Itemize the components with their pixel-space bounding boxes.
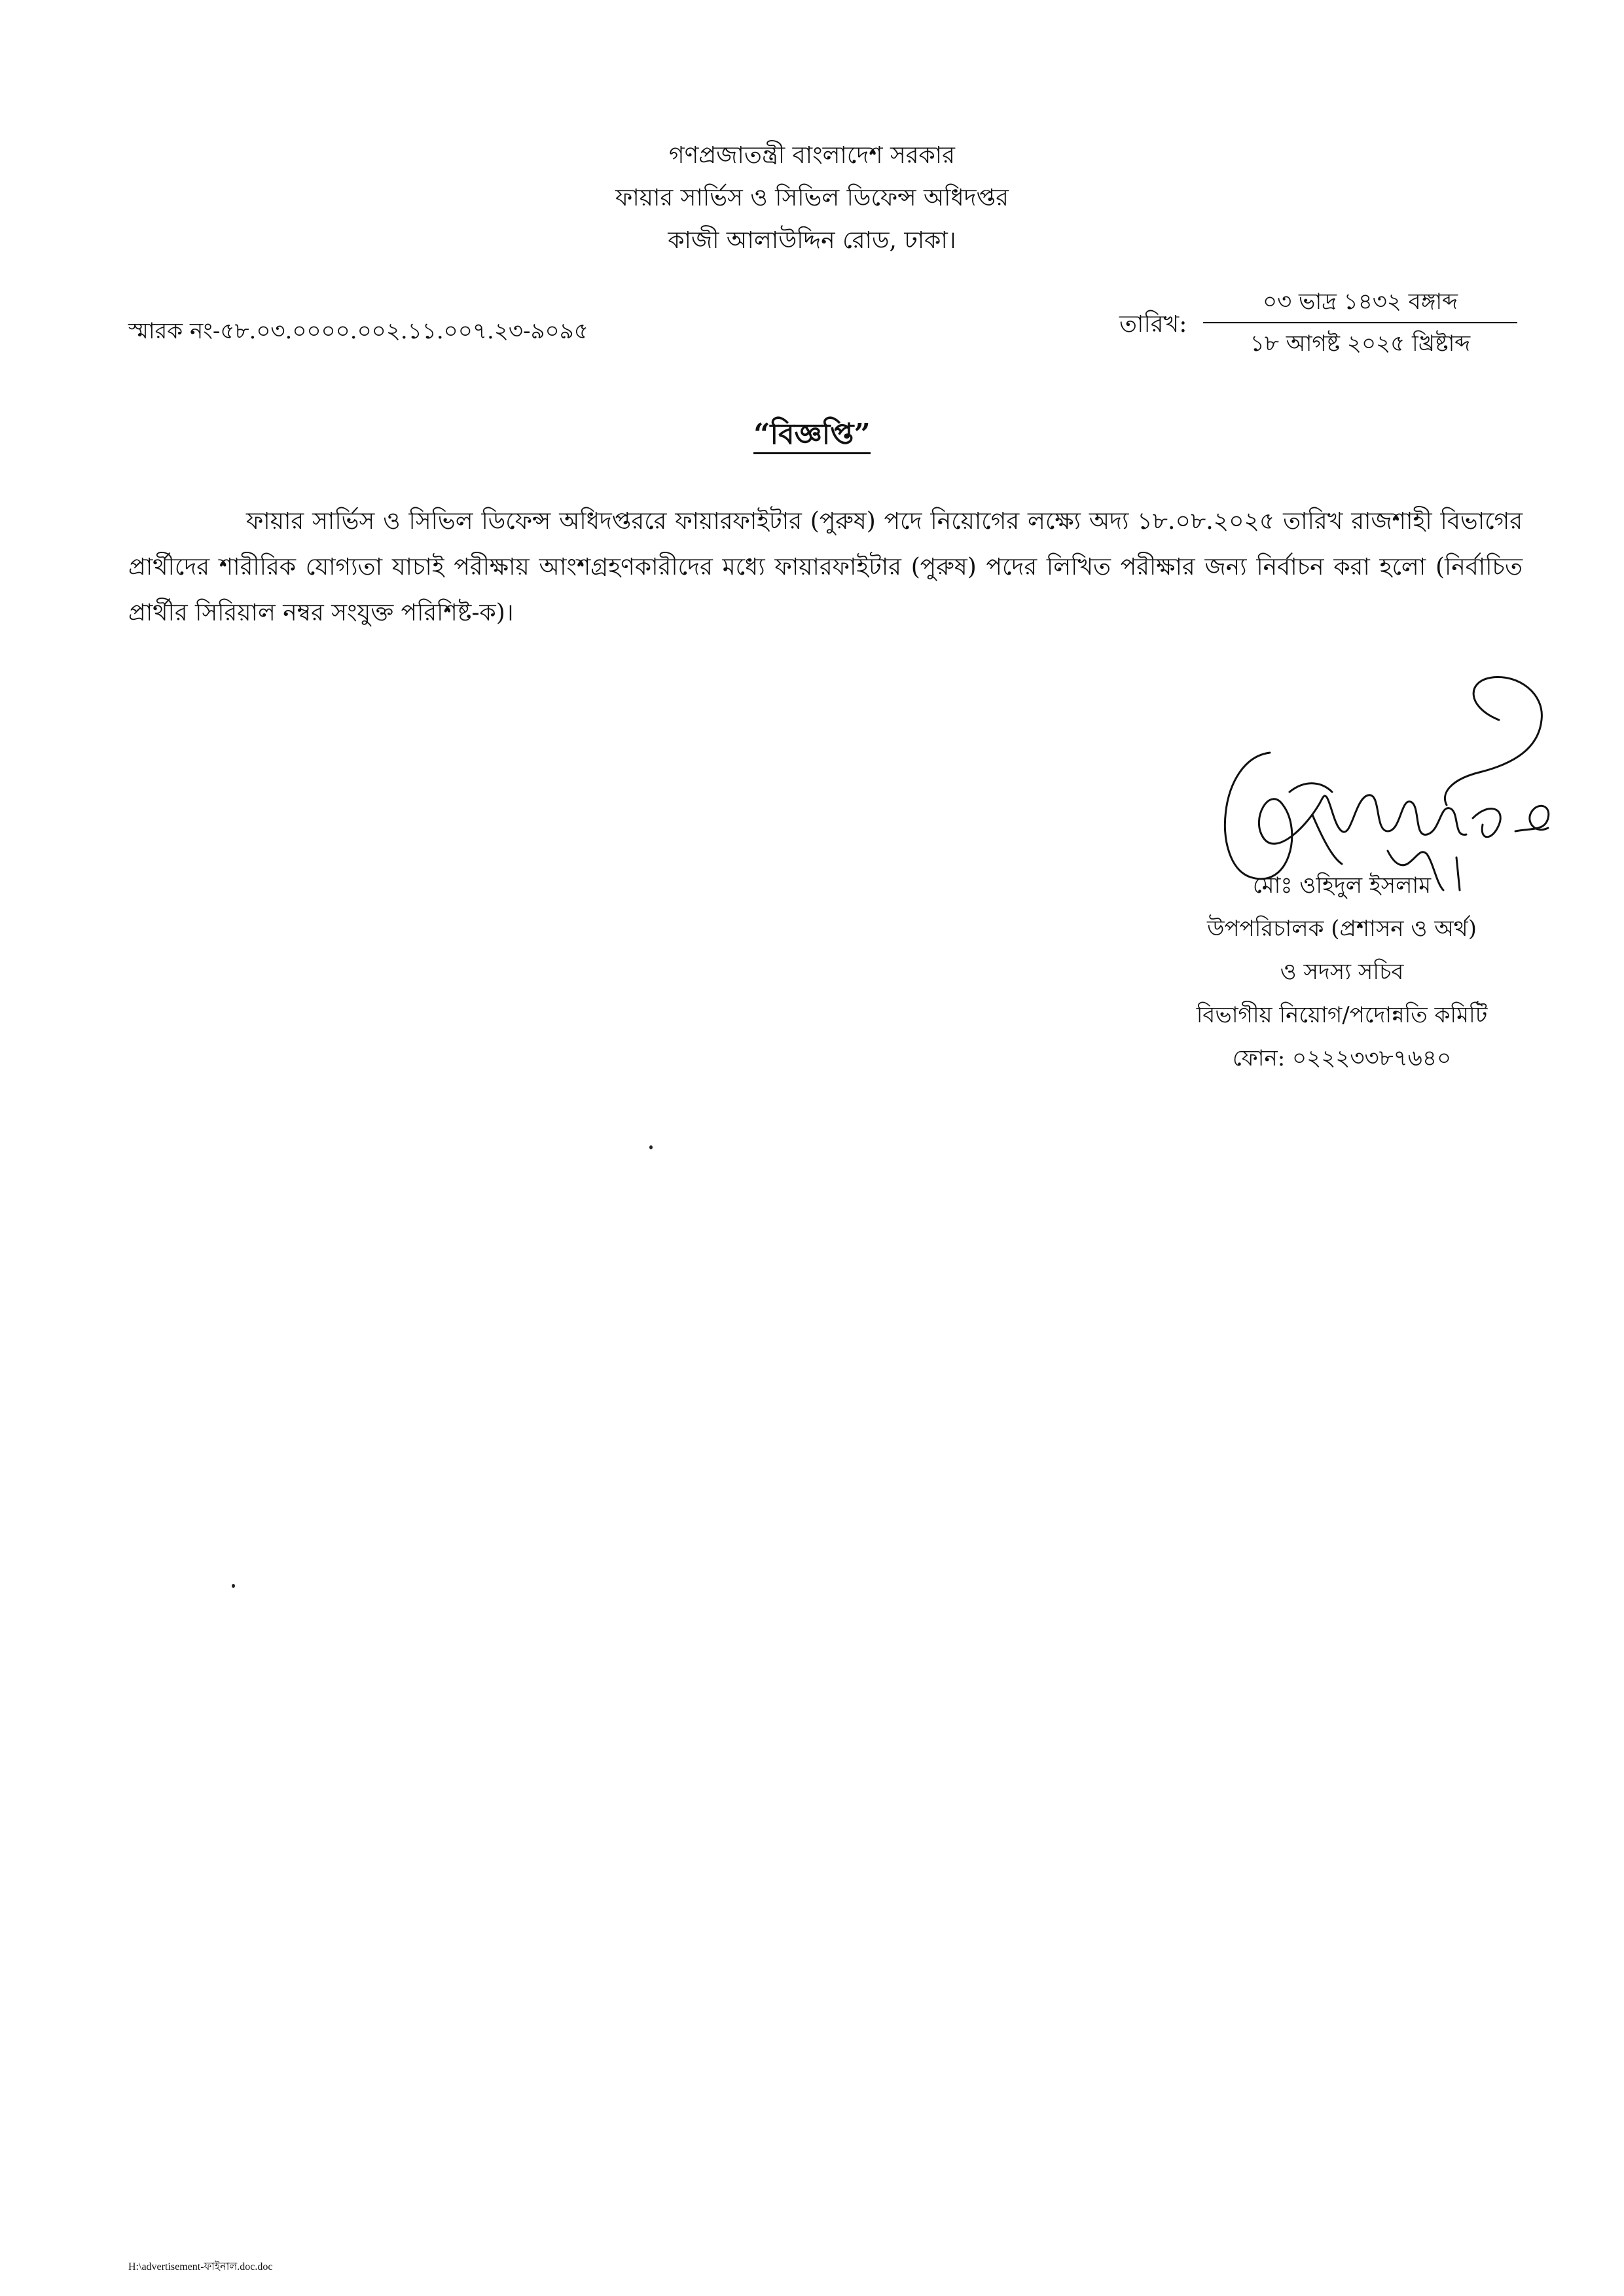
- date-bangla: ০৩ ভাদ্র ১৪৩২ বঙ্গাব্দ: [1263, 289, 1458, 315]
- signer-role: ও সদস্য সচিব: [1280, 959, 1404, 985]
- signer-designation: উপপরিচালক (প্রশাসন ও অর্থ): [1207, 916, 1477, 942]
- signer-phone: ফোন: ০২২২৩৩৮৭৬৪০: [1232, 1045, 1452, 1071]
- notice-body: ফায়ার সার্ভিস ও সিভিল ডিফেন্স অধিদপ্তররে ফায়ারফাইটার (পুরুষ) পদে নিয়োগের লক্ষ্যে অদ্য ১৮.০৮.২০২৫ তারিখ রাজশাহী বিভাগের প্রার্থীদের শারীরিক যোগ্যতা যাচাই পরীক্ষায় আংশগ্রহণকারীদের মধ্যে ফায়ারফাইটার (পুরুষ) পদের লিখিত পরীক্ষার জন্য নির্বাচন করা হলো (নির্বাচিত প্রার্থীর সিরিয়াল নম্বর সংযুক্ত পরিশিষ্ট-ক)।: [128, 508, 1523, 626]
- signer-block: [1113, 864, 1571, 1080]
- date-block: [1203, 283, 1517, 363]
- date-label: তারিখ:: [1119, 311, 1187, 338]
- department-name: ফায়ার সার্ভিস ও সিভিল ডিফেন্স অধিদপ্তর: [615, 185, 1009, 211]
- office-address: কাজী আলাউদ্দিন রোড, ঢাকা।: [668, 227, 956, 254]
- scan-speck: [232, 1584, 235, 1588]
- notice-title-text: “বিজ্ঞপ্তি”: [753, 418, 871, 454]
- file-path-footer: H:\advertisement-ফাইনাল.doc.doc: [128, 2261, 273, 2272]
- memo-number: স্মারক নং-৫৮.০৩.০০০০.০০২.১১.০০৭.২৩-৯০৯৫: [128, 318, 588, 344]
- office-header: [0, 134, 1624, 262]
- scan-speck: [649, 1145, 653, 1149]
- date-gregorian: ১৮ আগষ্ট ২০২৫ খ্রিষ্টাব্দ: [1250, 331, 1471, 357]
- signer-name: মোঃ ওহিদুল ইসলাম: [1252, 872, 1432, 899]
- government-name: গণপ্রজাতন্ত্রী বাংলাদেশ সরকার: [668, 142, 955, 169]
- signer-committee: বিভাগীয় নিয়োগ/পদোন্নতি কমিটি: [1196, 1002, 1488, 1028]
- notice-title: [0, 412, 1624, 460]
- date-divider: [1203, 322, 1517, 323]
